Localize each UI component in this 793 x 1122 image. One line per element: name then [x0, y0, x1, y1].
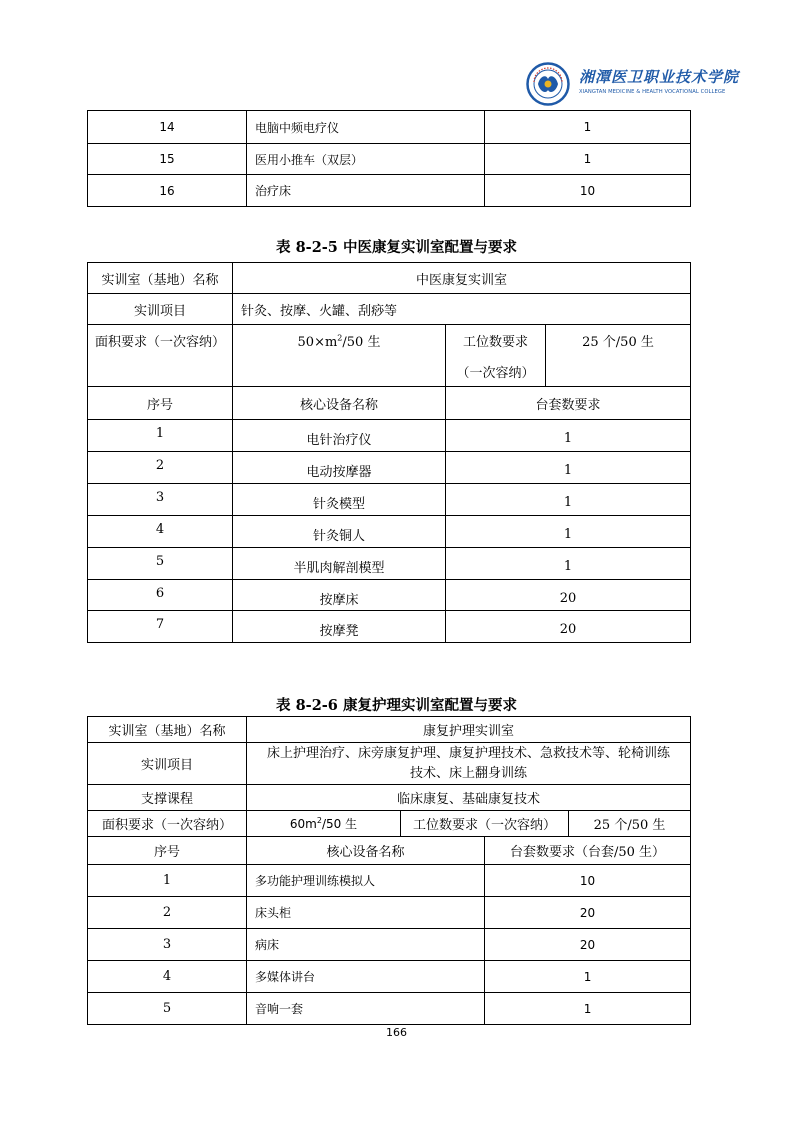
area-label: 面积要求（一次容纳） [88, 811, 247, 837]
equipment-name: 针灸铜人 [233, 516, 446, 548]
table-header-row [88, 387, 691, 420]
row-number: 2 [88, 452, 233, 484]
column-header-equipment: 核心设备名称 [247, 837, 485, 865]
table-row [88, 611, 691, 643]
equipment-table-continued [87, 110, 691, 207]
table-row [88, 144, 691, 175]
row-number: 2 [88, 897, 247, 929]
equipment-name: 治疗床 [247, 175, 485, 207]
equipment-name: 针灸模型 [233, 484, 446, 516]
project-label: 实训项目 [88, 294, 233, 325]
equipment-quantity: 20 [485, 929, 691, 961]
logo-english-name: XIANGTAN MEDICINE & HEALTH VOCATIONAL COLLEGE [579, 89, 726, 95]
equipment-quantity: 1 [446, 548, 691, 580]
equipment-quantity: 1 [446, 484, 691, 516]
equipment-quantity: 1 [446, 516, 691, 548]
row-number: 7 [88, 611, 233, 643]
area-value: $60m^2/50$ 生 [247, 811, 401, 837]
table-row [88, 717, 691, 743]
area-label: 面积要求（一次容纳） [88, 325, 233, 387]
station-value: 25 个/50 生 [569, 811, 691, 837]
tcm-rehab-lab-table [87, 262, 691, 643]
table-row [88, 175, 691, 207]
station-value: 25 个/50 生 [546, 325, 691, 387]
table-row [88, 811, 691, 837]
course-value: 临床康复、基础康复技术 [247, 785, 691, 811]
course-label: 支撑课程 [88, 785, 247, 811]
table-row [88, 865, 691, 897]
equipment-name: 电动按摩器 [233, 452, 446, 484]
equipment-quantity: 1 [485, 111, 691, 144]
column-header-quantity: 台套数要求 [446, 387, 691, 420]
row-number: 3 [88, 929, 247, 961]
equipment-quantity: 10 [485, 865, 691, 897]
table-row [88, 785, 691, 811]
column-header-number: 序号 [88, 387, 233, 420]
equipment-name: 按摩凳 [233, 611, 446, 643]
table-caption-tcm: 表 8-2-5 中医康复实训室配置与要求 [276, 239, 517, 256]
equipment-quantity: 1 [485, 144, 691, 175]
equipment-name: 音响一套 [247, 993, 485, 1025]
row-number: 5 [88, 548, 233, 580]
base-name-value: 中医康复实训室 [233, 263, 691, 294]
equipment-quantity: 1 [485, 993, 691, 1025]
table-row [88, 961, 691, 993]
row-number: 6 [88, 580, 233, 611]
column-header-quantity: 台套数要求（台套/50 生） [485, 837, 691, 865]
college-logo [526, 62, 740, 110]
equipment-name: 床头柜 [247, 897, 485, 929]
table-row [88, 993, 691, 1025]
table-row [88, 452, 691, 484]
table-row [88, 294, 691, 325]
row-number: 16 [88, 175, 247, 207]
table-row [88, 325, 691, 387]
equipment-quantity: 20 [446, 611, 691, 643]
equipment-quantity: 1 [485, 961, 691, 993]
area-value: $50\times m^2/50$ 生 [233, 325, 446, 387]
row-number: 5 [88, 993, 247, 1025]
equipment-name: 按摩床 [233, 580, 446, 611]
equipment-quantity: 20 [446, 580, 691, 611]
project-value: 床上护理治疗、床旁康复护理、康复护理技术、急救技术等、轮椅训练 技术、床上翻身训练 [247, 743, 691, 785]
table-caption-nursing: 表 8-2-6 康复护理实训室配置与要求 [276, 697, 517, 714]
equipment-quantity: 1 [446, 420, 691, 452]
column-header-number: 序号 [88, 837, 247, 865]
project-value: 针灸、按摩、火罐、刮痧等 [233, 294, 691, 325]
table-row [88, 420, 691, 452]
equipment-name: 电脑中频电疗仪 [247, 111, 485, 144]
page-number: 166 [386, 1026, 407, 1039]
table-row [88, 484, 691, 516]
table-row [88, 580, 691, 611]
table-row [88, 929, 691, 961]
logo-chinese-name: 湘潭医卫职业技术学院 [579, 68, 740, 86]
table-row [88, 743, 691, 785]
table-row [88, 516, 691, 548]
row-number: 1 [88, 420, 233, 452]
row-number: 1 [88, 865, 247, 897]
row-number: 15 [88, 144, 247, 175]
base-name-label: 实训室（基地）名称 [88, 717, 247, 743]
college-seal-icon [526, 62, 570, 106]
equipment-name: 医用小推车（双层） [247, 144, 485, 175]
table-row [88, 897, 691, 929]
equipment-quantity: 10 [485, 175, 691, 207]
column-header-equipment: 核心设备名称 [233, 387, 446, 420]
equipment-name: 半肌肉解剖模型 [233, 548, 446, 580]
row-number: 14 [88, 111, 247, 144]
row-number: 3 [88, 484, 233, 516]
table-row [88, 548, 691, 580]
row-number: 4 [88, 516, 233, 548]
rehab-nursing-lab-table [87, 716, 691, 1025]
table-header-row [88, 837, 691, 865]
base-name-value: 康复护理实训室 [247, 717, 691, 743]
station-label: 工位数要求（一次容纳） [401, 811, 569, 837]
equipment-name: 电针治疗仪 [233, 420, 446, 452]
equipment-quantity: 20 [485, 897, 691, 929]
station-label: 工位数要求 （一次容纳） [446, 325, 546, 387]
equipment-name: 病床 [247, 929, 485, 961]
equipment-quantity: 1 [446, 452, 691, 484]
row-number: 4 [88, 961, 247, 993]
table-row [88, 263, 691, 294]
table-row [88, 111, 691, 144]
project-label: 实训项目 [88, 743, 247, 785]
equipment-name: 多媒体讲台 [247, 961, 485, 993]
equipment-name: 多功能护理训练模拟人 [247, 865, 485, 897]
base-name-label: 实训室（基地）名称 [88, 263, 233, 294]
